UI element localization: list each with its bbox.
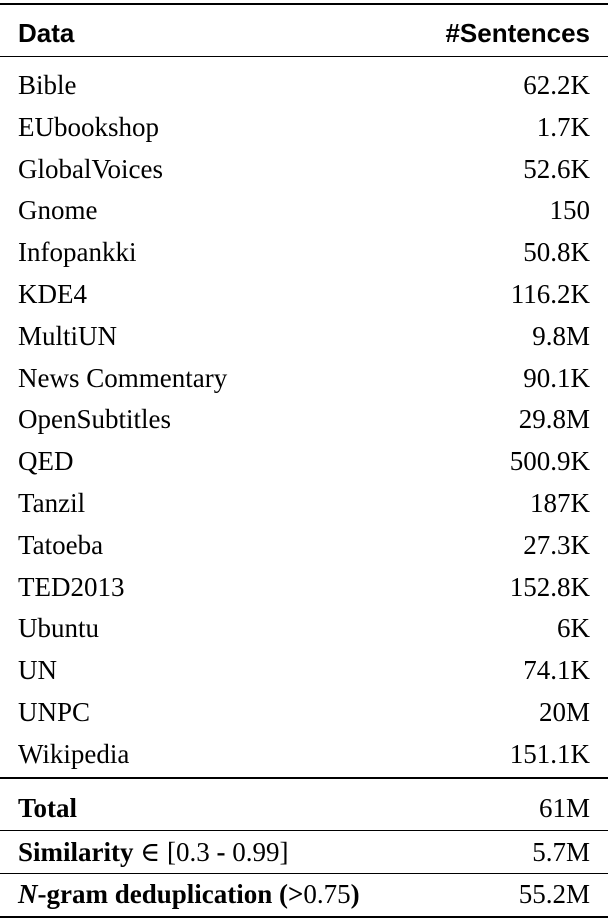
- table-row: [0, 357, 608, 399]
- sentence-count: 27.3K: [523, 529, 590, 560]
- header-sentences: #Sentences: [445, 18, 590, 48]
- table-row: [0, 524, 608, 566]
- sentence-count: 74.1K: [523, 655, 590, 686]
- dataset-name: Infopankki: [18, 237, 137, 268]
- dataset-name: EUbookshop: [18, 111, 159, 142]
- dataset-name: Wikipedia: [18, 738, 130, 769]
- dataset-name: Bible: [18, 70, 77, 100]
- total-row: [0, 787, 608, 829]
- sentence-count: 150: [549, 195, 590, 226]
- ngram-row: [0, 873, 608, 915]
- sentence-count: 116.2K: [510, 279, 590, 309]
- total-value: 61M: [538, 793, 590, 823]
- table-row: [0, 649, 608, 691]
- sentence-count: 29.8M: [518, 404, 590, 435]
- table-row: [0, 691, 608, 733]
- dataset-name: QED: [18, 446, 74, 477]
- dataset-name: OpenSubtitles: [18, 404, 171, 435]
- table-row: [0, 398, 608, 440]
- sentence-count: 500.9K: [509, 446, 590, 477]
- sentence-count: 152.8K: [509, 571, 590, 602]
- dataset-name: Ubuntu: [18, 613, 99, 644]
- dataset-name: UN: [18, 655, 57, 686]
- sentence-count: 50.8K: [523, 237, 590, 268]
- sentence-count: 20M: [538, 697, 590, 727]
- table-row: [0, 733, 608, 775]
- dataset-name: News Commentary: [18, 362, 228, 393]
- ngram-value: 55.2M: [518, 879, 590, 909]
- similarity-label: Similarity ∈ [0.3 - 0.99]: [18, 837, 289, 867]
- dataset-name: GlobalVoices: [18, 153, 163, 184]
- dataset-name: Tanzil: [18, 488, 86, 518]
- table-row: [0, 64, 608, 106]
- mid-rule: [0, 777, 608, 779]
- dataset-name: KDE4: [18, 279, 87, 309]
- header-rule: [0, 56, 608, 57]
- table-row: [0, 189, 608, 231]
- table-row: [0, 106, 608, 148]
- header-row: [0, 12, 608, 54]
- dataset-name: Tatoeba: [18, 529, 104, 560]
- ngram-label: N-gram deduplication (>0.75): [18, 879, 360, 909]
- dataset-name: Gnome: [18, 195, 98, 226]
- total-label: Total: [18, 793, 78, 823]
- sentence-count: 187K: [530, 488, 590, 518]
- table-row: [0, 607, 608, 649]
- sentence-count: 6K: [557, 613, 590, 644]
- sentence-count: 9.8M: [532, 320, 590, 351]
- sentence-count: 1.7K: [536, 111, 590, 142]
- table-row: [0, 440, 608, 482]
- table-row: [0, 482, 608, 524]
- sentence-count: 52.6K: [523, 153, 590, 184]
- sentence-count: 90.1K: [523, 362, 590, 393]
- header-data: Data: [18, 18, 75, 48]
- bottom-rule: [0, 916, 608, 918]
- top-rule: [0, 3, 608, 5]
- similarity-value: 5.7M: [532, 837, 590, 867]
- dataset-name: TED2013: [18, 571, 125, 602]
- dataset-name: MultiUN: [18, 320, 118, 351]
- table-row: [0, 315, 608, 357]
- table-row: [0, 231, 608, 273]
- table-row: [0, 148, 608, 190]
- sentence-count: 62.2K: [523, 70, 590, 100]
- similarity-row: [0, 831, 608, 873]
- table-row: [0, 273, 608, 315]
- table-row: [0, 566, 608, 608]
- dataset-name: UNPC: [18, 697, 91, 727]
- sentence-count: 151.1K: [509, 738, 590, 769]
